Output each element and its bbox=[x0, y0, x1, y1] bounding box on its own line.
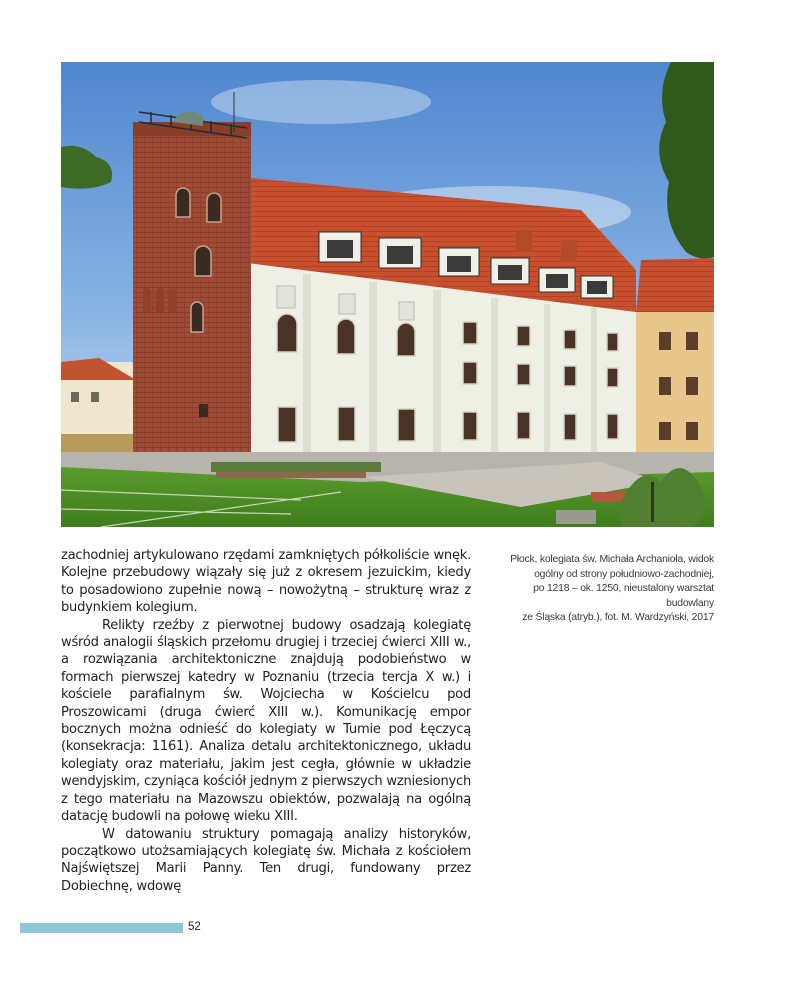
photo-caption bbox=[488, 553, 714, 626]
caption-line: ogólny od strony południowo-zachodniej, bbox=[534, 568, 714, 580]
paragraph: zachodniej artykulowano rzędami zamkniętych półkoliście wnęk. Kolejne przebudowy wiązały się już z okresem jezuickim, kiedy to posadowiono zupełnie nową – nowożytną – strukturę wraz z budynkiem kolegium. bbox=[61, 548, 471, 616]
paragraph: Relikty rzeźby z pierwotnej budowy osadzają kolegiatę wśród analogii śląskich przełomu drugiej i trzeciej ćwierci XIII w., a rozwiązania architektoniczne znajdują podobieństwo w formach pierwszej katedry w Poznaniu (trzecia tercja X w.) i kościele parafialnym św. Wojciecha w Kościelcu pod Proszowicami (druga ćwierć XIII w.). Komunikację empor bocznych można odnieść do kolegiaty w Tumie pod Łęczycą (konsekracja: 1161). Analiza detalu architektonicznego, układu kolegiaty oraz materiału, jakim jest cegła, głównie w układzie wendyjskim, czyniąca kościół jednym z pierwszych wzniesionych z tego materiału na Mazowszu obiektów, pozwalają na ogólną datację budowli na połowę wieku XIII. bbox=[61, 617, 471, 825]
paragraph: W datowaniu struktury pomagają analizy historyków, początkowo utożsamiających kolegiatę św. Michała z kościołem Najświętszej Marii Panny. Ten drugi, fundowany przez Dobiechnę, wdowę bbox=[61, 826, 471, 894]
caption-line: Płock, kolegiata św. Michała Archanioła, widok bbox=[510, 554, 714, 565]
caption-line: po 1218 – ok. 1250, nieustalony warsztat budowlany bbox=[533, 583, 714, 609]
photo-kolegiata bbox=[61, 62, 714, 527]
photo-illustration bbox=[61, 62, 714, 527]
footer-bar bbox=[20, 923, 183, 933]
caption-line: ze Śląska (atryb.), fot. M. Wardzyński, 2017 bbox=[522, 612, 714, 624]
body-text bbox=[61, 547, 471, 895]
page-number: 52 bbox=[188, 921, 201, 933]
